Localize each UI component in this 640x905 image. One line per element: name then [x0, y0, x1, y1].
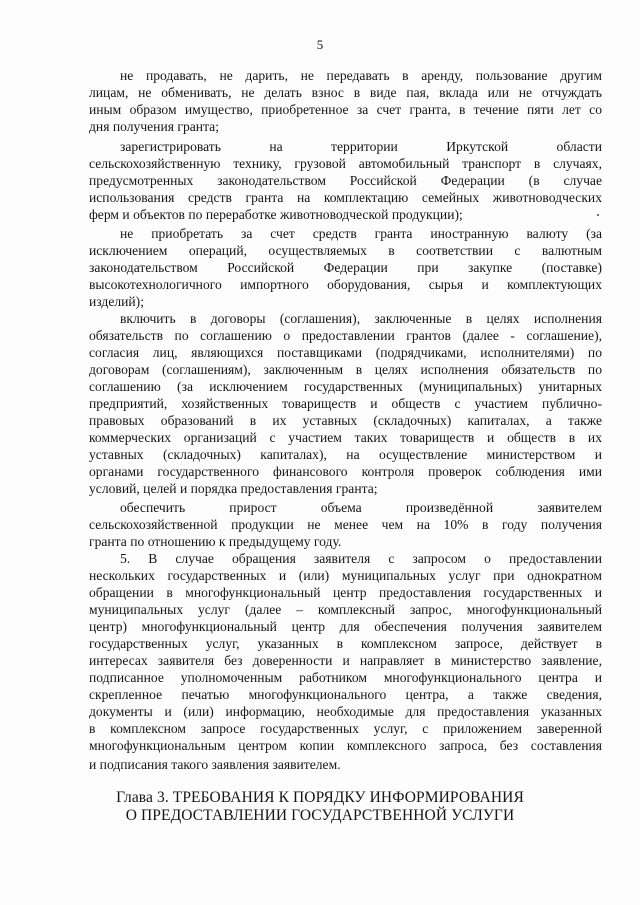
text-line: нескольких государственных и (или) муниципальных услуг при однократном [89, 568, 602, 583]
text-line: обращении в многофункциональный центр предоставления государственных и [89, 585, 602, 600]
text-line: использования средств гранта на комплектацию семейных животноводческих [89, 190, 602, 205]
text-line: договорам (соглашениям), заключенным в целях исполнения обязательств по [89, 362, 602, 377]
text-line: гранта по отношению к предыдущему году. [89, 534, 342, 549]
text-line: изделий); [89, 294, 144, 309]
text-line: предусмотренных законодательством Российской Федерации (в случае [89, 173, 602, 188]
text-line: многофункциональным центром копии комплексного запроса, без составления [89, 738, 602, 753]
text-line: зарегистрировать на территории Иркутской области [120, 139, 602, 154]
text-line: сельскохозяйственной продукции не менее чем на 10% в году получения [89, 517, 602, 532]
text-line: коммерческих организаций с участием таких товариществ и обществ в их [89, 430, 602, 445]
text-line: включить в договоры (соглашения), заключенные в целях исполнения [120, 311, 602, 326]
text-line: соглашению (за исключением государственных (муниципальных) унитарных [89, 379, 602, 394]
text-line: обеспечить прирост объема произведённой заявителем [120, 500, 602, 515]
text-line: государственных услуг, указанных в комплексном запросе, действует в [89, 636, 602, 651]
text-line: документы и (или) информацию, необходимые для предоставления указанных [89, 704, 602, 719]
text-line: и подписания такого заявления заявителем. [89, 757, 341, 772]
text-line: законодательством Российской Федерации при закупке (поставке) [89, 260, 602, 275]
text-line: сельскохозяйственную технику, грузовой автомобильный транспорт в случаях, [89, 156, 602, 171]
text-line: муниципальных услуг (далее – комплексный запрос, многофункциональный [89, 602, 602, 617]
text-line: ферм и объектов по переработке животноводческой продукции); [89, 207, 463, 222]
chapter-heading-line-2: О ПРЕДОСТАВЛЕНИИ ГОСУДАРСТВЕННОЙ УСЛУГИ [125, 807, 515, 824]
text-line: правовых образований в их уставных (складочных) капиталах, а также [89, 413, 602, 428]
scan-speck [597, 214, 599, 216]
text-line: обязательств по соглашению о предоставлении грантов (далее - соглашение), [89, 328, 602, 343]
text-line: органами государственного финансового контроля проверок соблюдения ими [89, 464, 602, 479]
text-line: центр) многофункциональный центр для обеспечения получения заявителем [89, 619, 602, 634]
chapter-heading-line-1: Глава 3. ТРЕБОВАНИЯ К ПОРЯДКУ ИНФОРМИРОВАНИЯ [116, 789, 524, 806]
text-line: 5. В случае обращения заявителя с запросом о предоставлении [120, 551, 602, 566]
text-line: подписанное уполномоченным работником многофункционального центра и [89, 670, 602, 685]
text-line: дня получения гранта; [89, 119, 219, 134]
text-line: скрепленное печатью многофункционального центра, а также сведения, [89, 687, 602, 702]
text-line: лицам, не обменивать, не делать взнос в виде пая, вклада или не отчуждать [89, 85, 602, 100]
text-line: в комплексном запросе государственных услуг, с приложением заверенной [89, 721, 602, 736]
text-line: предприятий, хозяйственных товариществ и обществ с участием публично- [89, 396, 602, 411]
text-line: условий, целей и порядка предоставления гранта; [89, 481, 378, 496]
text-line: не продавать, не дарить, не передавать в аренду, пользование другим [120, 68, 602, 83]
text-line: исключением операций, осуществляемых в соответствии с валютным [89, 243, 602, 258]
text-line: уставных (складочных) капиталах), на осуществление министерством и [89, 447, 602, 462]
page-number: 5 [316, 37, 324, 52]
text-line: не приобретать за счет средств гранта иностранную валюту (за [120, 226, 602, 241]
text-line: согласия лиц, являющихся поставщиками (подрядчиками, исполнителями) по [89, 345, 602, 360]
text-line: иным образом имущество, приобретенное за счет гранта, в течение пяти лет со [89, 102, 602, 117]
text-line: высокотехнологичного импортного оборудования, сырья и комплектующих [89, 277, 602, 292]
text-line: интересах заявителя без доверенности и направляет в министерство заявление, [89, 653, 602, 668]
